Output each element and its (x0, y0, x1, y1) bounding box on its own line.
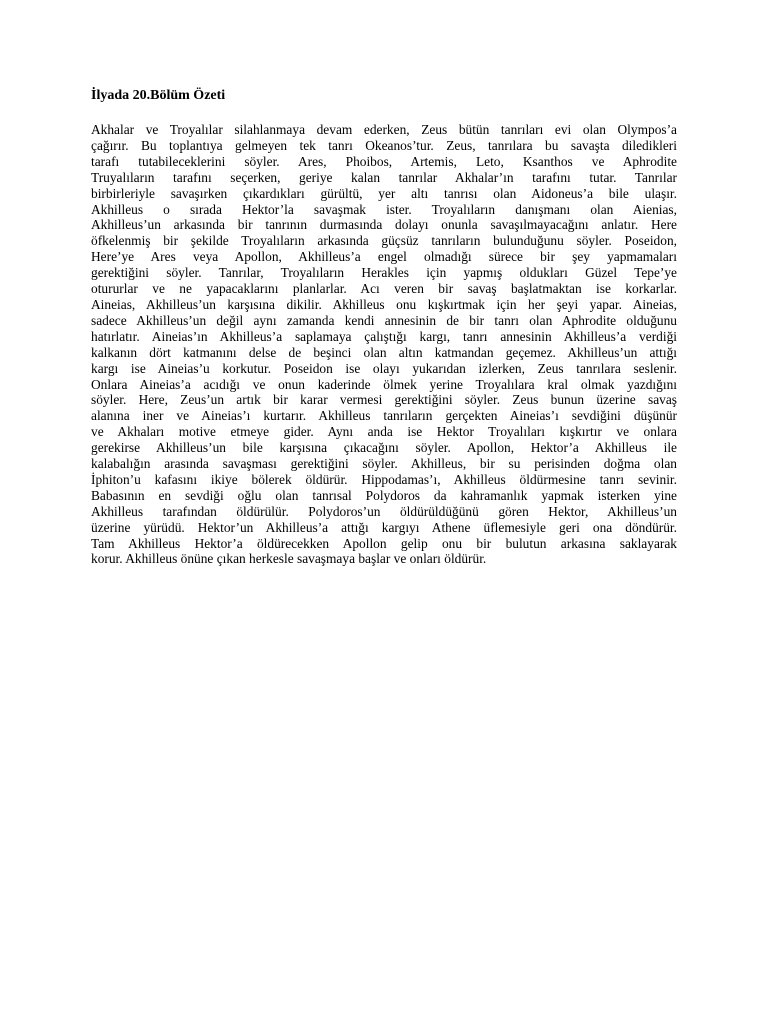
body-line: çağırır. Bu toplantıya gelmeyen tek tanrı Okeanos’tur. Zeus, tanrılara bu savaşta diledikleri (91, 137, 677, 153)
body-line: tarafı tutabileceklerini söyler. Ares, Phoibos, Artemis, Leto, Ksanthos ve Aphrodite (91, 153, 677, 169)
body-line: Truyalıların tarafını seçerken, geriye kalan tanrılar Akhalar’ın tarafını tutar. Tanrılar (91, 169, 677, 185)
body-line: ve Akhaları motive etmeye gider. Aynı anda ise Hektor Troyalıları kışkırtır ve onlara (91, 424, 677, 440)
body-line: otururlar ve ne yapacaklarını planlarlar. Acı veren bir savaş başlatmaktan ise korkarlar. (91, 281, 677, 297)
body-line: Here’ye Ares veya Apollon, Akhilleus’a engel olmadığı sürece bir şey yapmamaları (91, 249, 677, 265)
body-line: üzerine yürüdü. Hektor’un Akhilleus’a attığı kargıyı Athene üflemesiyle geri ona döndürür. (91, 519, 677, 535)
body-line: Aineias, Akhilleus’un karşısına dikilir. Akhilleus onu kışkırtmak için her şeyi yapar. Aineias, (91, 296, 677, 312)
body-line: Akhilleus o sırada Hektor’la savaşmak ister. Troyalıların danışmanı olan Aienias, (91, 201, 677, 217)
body-line: İphiton’u kafasını ikiye bölerek öldürür. Hippodamas’ı, Akhilleus öldürmesine tanrı sevinir. (91, 471, 677, 487)
body-line: alanına iner ve Aineias’ı kurtarır. Akhilleus tanrıların gerçekten Aineias’ı sevdiğini düşünür (91, 408, 677, 424)
body-line: öfkelenmiş bir şekilde Troyalıların arkasında güçsüz tanrıların bulunduğunu söyler. Poseidon, (91, 233, 677, 249)
body-line: birbirleriyle savaşırken çıkardıkları gürültü, yer altı tanrısı olan Aidoneus’a bile ulaşır. (91, 185, 677, 201)
document-body (91, 122, 677, 567)
body-line: sadece Akhilleus’un değil aynı zamanda kendi annesinin de bir tanrı olan Aphrodite olduğunu (91, 312, 677, 328)
body-line: kargı ise Aineias’u korkutur. Poseidon ise olayı yukarıdan izlerken, Zeus tanrılara seslenir. (91, 360, 677, 376)
document-title: İlyada 20.Bölüm Özeti (91, 88, 226, 103)
body-line: Onlara Aineias’a acıdığı ve onun kaderinde ölmek yerine Troyalılara kral olmak yazdığını (91, 376, 677, 392)
body-line: kalabalığın arasında savaşması gerektiğini söyler. Akhilleus, bir su perisinden doğma olan (91, 456, 677, 472)
body-line: kalkanın dört katmanını delse de beşinci olan altın katmandan geçemez. Akhilleus’un attığı (91, 344, 677, 360)
body-line: hatırlatır. Aineias’ın Akhilleus’a saplamaya çalıştığı kargı, tanrı annesinin Akhilleus’a verdiği (91, 328, 677, 344)
body-line: Babasının en sevdiği oğlu olan tanrısal Polydoros da kahramanlık yapmak isterken yine (91, 487, 677, 503)
body-line: gerektiğini söyler. Tanrılar, Troyalıların Herakles için yapmış oldukları Güzel Tepe’ye (91, 265, 677, 281)
body-line: Akhilleus tarafından öldürülür. Polydoros’un öldürüldüğünü gören Hektor, Akhilleus’un (91, 503, 677, 519)
body-line: gerekirse Akhilleus’un bile karşısına çıkacağını söyler. Apollon, Hektor’a Akhilleus ile (91, 440, 677, 456)
body-line: Tam Akhilleus Hektor’a öldürecekken Apollon gelip onu bir bulutun arkasına saklayarak (91, 535, 677, 551)
body-line: söyler. Here, Zeus’un artık bir karar vermesi gerektiğini söyler. Zeus bunun üzerine savaş (91, 392, 677, 408)
body-line-last: korur. Akhilleus önüne çıkan herkesle savaşmaya başlar ve onları öldürür. (91, 551, 487, 567)
body-line: Akhalar ve Troyalılar silahlanmaya devam ederken, Zeus bütün tanrıları evi olan Olympos’a (91, 122, 677, 137)
body-line: Akhilleus’un arkasında bir tanrının durmasında dolayı onunla savaşılmayacağını anlatır. Here (91, 217, 677, 233)
